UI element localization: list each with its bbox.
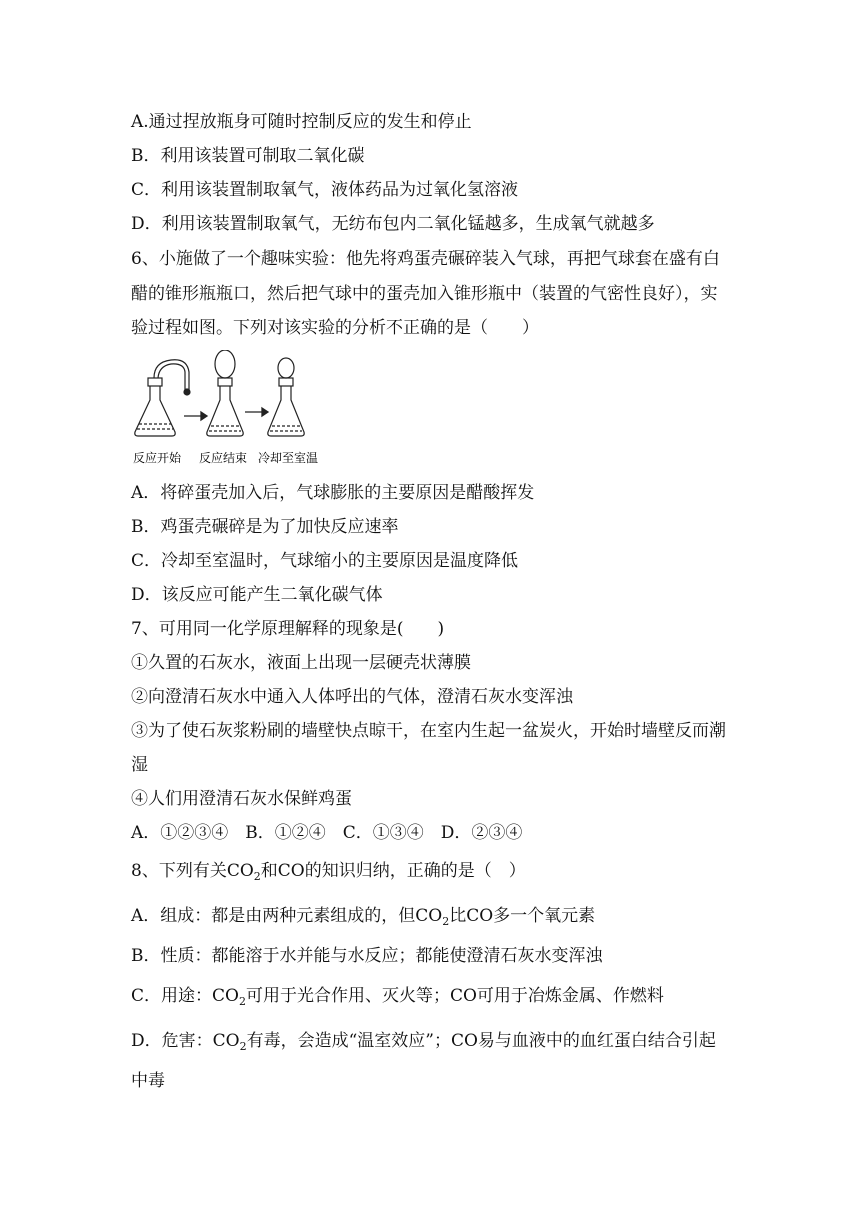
q7-item-1: ①久置的石灰水，液面上出现一层硬壳状薄膜 [131,653,471,673]
flask-cooled [268,358,304,436]
q8-option-a: A．组成：都是由两种元素组成的，但$CO_2$比CO多一个氧元素 [131,906,596,928]
q7-stem: 7、可用同一化学原理解释的现象是( ) [131,619,445,639]
caption-cooled: 冷却至室温 [258,451,319,465]
q5-option-d: D．利用该装置制取氧气，无纺布包内二氧化锰越多，生成氧气就越多 [131,214,655,234]
q8-stem-suffix: 和CO的知识归纳，正确的是（ ） [260,861,526,881]
q8-option-d: D．危害：$CO_2$有毒，会造成“温室效应”；CO易与血液中的血红蛋白结合引起 [131,1031,716,1053]
q6-option-d: D．该反应可能产生二氧化碳气体 [131,585,383,605]
q6-stem-line-1: 6、小施做了一个趣味实验：他先将鸡蛋壳碾碎装入气球，再把气球套在盛有白 [131,249,720,269]
caption-reaction-start: 反应开始 [133,451,182,465]
q6-option-c: C．冷却至室温时，气球缩小的主要原因是温度降低 [131,551,519,571]
caption-reaction-end: 反应结束 [199,451,248,465]
co2-formula: $CO_2$ [226,861,261,883]
q8-option-d-cont: 中毒 [131,1071,165,1091]
q6-stem-line-2: 醋的锥形瓶瓶口，然后把气球中的蛋壳加入锥形瓶中（装置的气密性良好），实 [131,284,718,304]
q7-item-2: ②向澄清石灰水中通入人体呼出的气体，澄清石灰水变浑浊 [131,687,573,707]
q7-item-3: ③为了使石灰浆粉刷的墙壁快点晾干，在室内生起一盆炭火，开始时墙壁反而潮 [131,721,726,741]
q7-item-3-cont: 湿 [131,755,148,775]
q8-option-c: C．用途：$CO_2$可用于光合作用、灭火等；CO可用于冶炼金属、作燃料 [131,986,664,1008]
q6-option-a: A．将碎蛋壳加入后，气球膨胀的主要原因是醋酸挥发 [131,483,535,503]
q7-item-4: ④人们用澄清石灰水保鲜鸡蛋 [131,789,352,809]
q7-options: A．①②③④ B．①②④ C．①③④ D．②③④ [131,823,523,843]
q8-option-b: B．性质：都能溶于水并能与水反应；都能使澄清石灰水变浑浊 [131,946,603,966]
q5-option-a: A.通过捏放瓶身可随时控制反应的发生和停止 [131,112,472,132]
flask-reaction-end [207,350,243,436]
q5-option-c: C．利用该装置制取氧气，液体药品为过氧化氢溶液 [131,180,519,200]
arrow-2 [245,408,268,416]
q8-stem [131,860,526,888]
q5-option-b: B．利用该装置可制取二氧化碳 [131,146,365,166]
experiment-figure [131,350,331,470]
co2-formula: $CO_2$ [212,986,246,1008]
flask-reaction-start [135,360,190,436]
q6-option-b: B．鸡蛋壳碾碎是为了加快反应速率 [131,517,399,537]
co2-formula: $CO_2$ [415,906,450,928]
q8-stem-prefix: 8、下列有关 [131,861,227,881]
q6-stem-line-3: 验过程如图。下列对该实验的分析不正确的是（ ） [131,318,539,338]
co2-formula: $CO_2$ [212,1031,247,1053]
arrow-1 [184,412,207,420]
